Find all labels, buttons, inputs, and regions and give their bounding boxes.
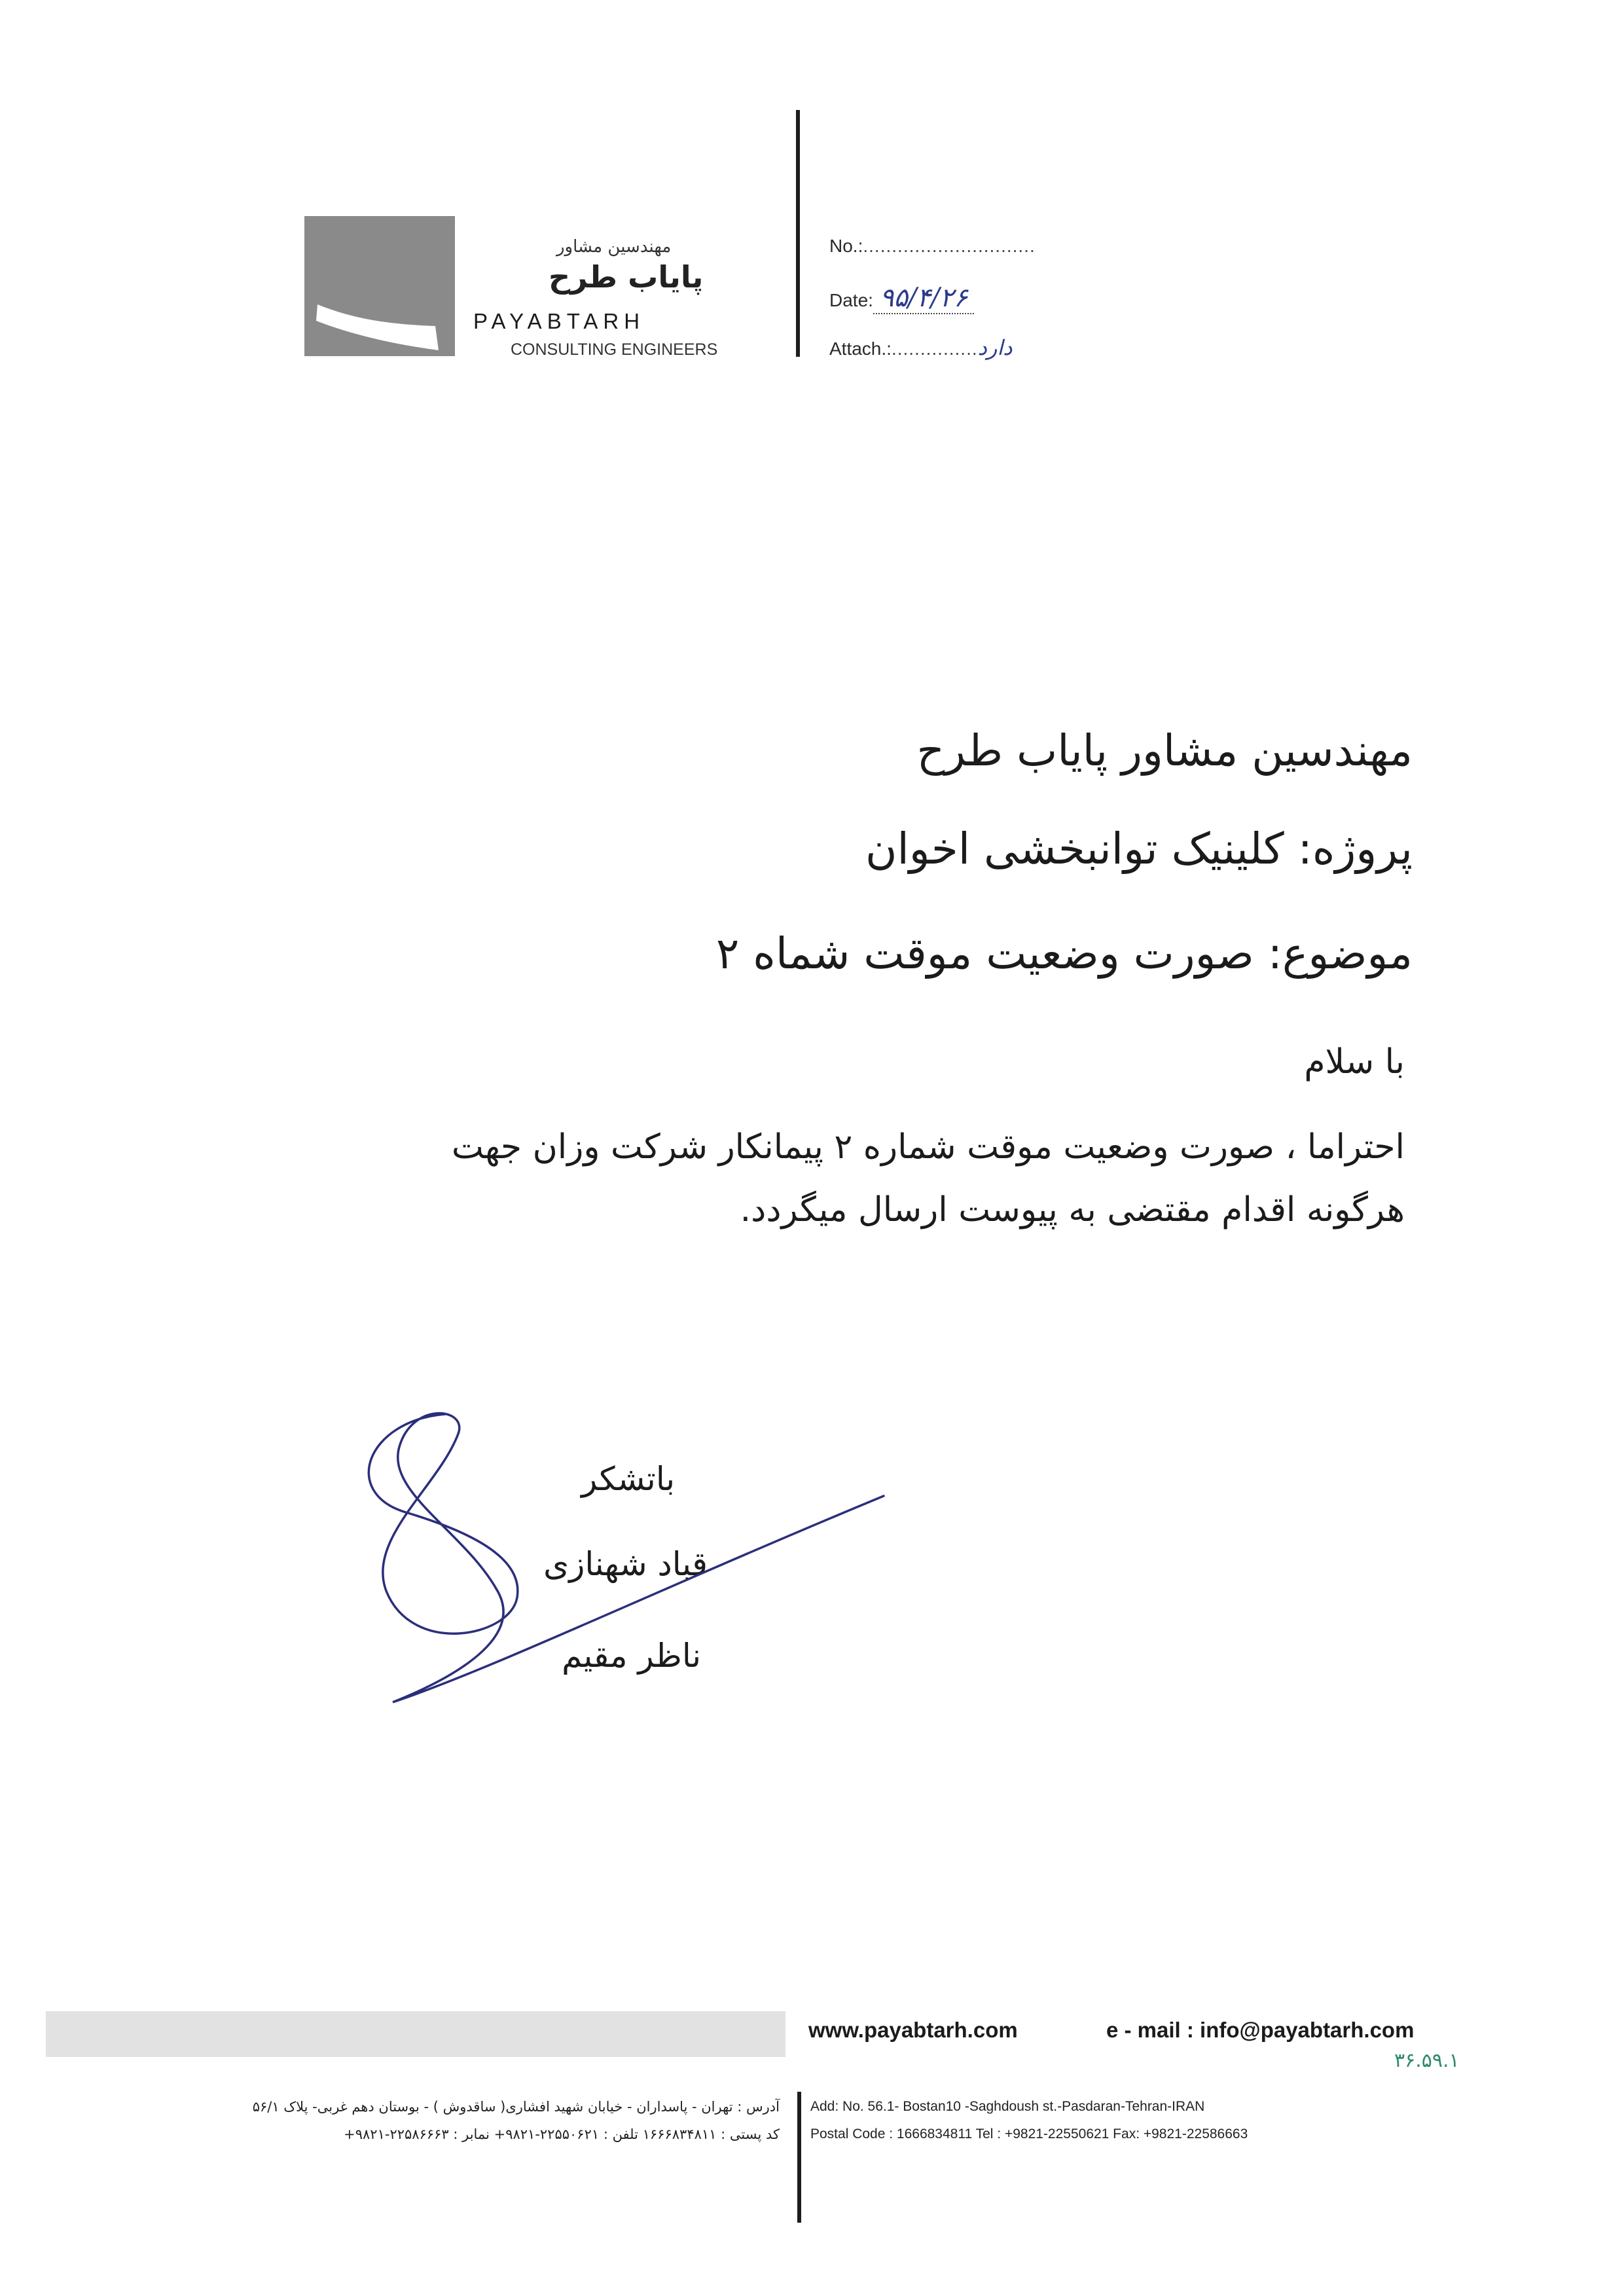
- address-english: Add: No. 56.1- Bostan10 -Saghdoush st.-Pasdaran-Tehran-IRAN: [810, 2099, 1205, 2114]
- attachment-row: [829, 335, 1012, 360]
- body-line-1: احتراما ، صورت وضعیت موقت شماره ۲ پیمانکار شرکت وزان جهت: [451, 1127, 1405, 1167]
- attachment-dots: ...............: [891, 338, 978, 359]
- address-persian: آدرس : تهران - پاسداران - خیابان شهید افشاری( ساقدوش ) - بوستان دهم غربی- پلاک ۵۶/۱: [252, 2099, 780, 2115]
- letter-number-row: [829, 236, 1036, 257]
- attachment-value: دارد: [977, 335, 1013, 360]
- number-label: No.:: [829, 236, 863, 256]
- email-link[interactable]: e - mail : info@payabtarh.com: [1106, 2018, 1415, 2042]
- header-divider: [796, 110, 800, 357]
- footer-faded-area: [46, 2011, 785, 2057]
- date-value: ۹۵/۴/۲۶: [873, 283, 974, 314]
- body-line-2: هرگونه اقدام مقتضی به پیوست ارسال میگردد.: [740, 1190, 1405, 1230]
- logo-english-subtitle: CONSULTING ENGINEERS: [511, 340, 718, 359]
- signer-title: ناظر مقیم: [562, 1637, 701, 1675]
- logo-english-name: PAYABTARH: [473, 309, 645, 333]
- logo-persian-name: پایاب طرح: [549, 259, 704, 295]
- contact-persian: کد پستی : ۱۶۶۶۸۳۴۸۱۱ تلفن : ۲۲۵۵۰۶۲۱-۹۸۲۱+ نمابر : ۲۲۵۸۶۶۶۳-۹۸۲۱+: [344, 2126, 780, 2142]
- closing: باتشکر: [581, 1460, 675, 1498]
- logo-graphic: [304, 216, 455, 356]
- greeting: با سلام: [1304, 1042, 1405, 1082]
- company-logo: [304, 216, 455, 356]
- date-row: [829, 283, 974, 313]
- subject-line: موضوع: صورت وضعیت موقت شماه ۲: [715, 928, 1413, 979]
- date-label: Date:: [829, 290, 873, 310]
- project-line: پروژه: کلینیک توانبخشی اخوان: [865, 824, 1413, 874]
- logo-persian-subtitle: مهندسین مشاور: [556, 237, 672, 257]
- recipient-line: مهندسین مشاور پایاب طرح: [916, 725, 1413, 776]
- signature: [327, 1394, 916, 1722]
- signer-name: قباد شهنازی: [543, 1545, 708, 1583]
- contact-english: Postal Code : 1666834811 Tel : +9821-22550621 Fax: +9821-22586663: [810, 2126, 1248, 2141]
- attachment-label: Attach.:: [829, 338, 892, 359]
- website-link[interactable]: www.payabtarh.com: [808, 2018, 1018, 2042]
- number-dots: ..............................: [863, 236, 1036, 256]
- footer-divider: [797, 2092, 801, 2223]
- reference-number: ۳۶.۵۹.۱: [1394, 2049, 1460, 2072]
